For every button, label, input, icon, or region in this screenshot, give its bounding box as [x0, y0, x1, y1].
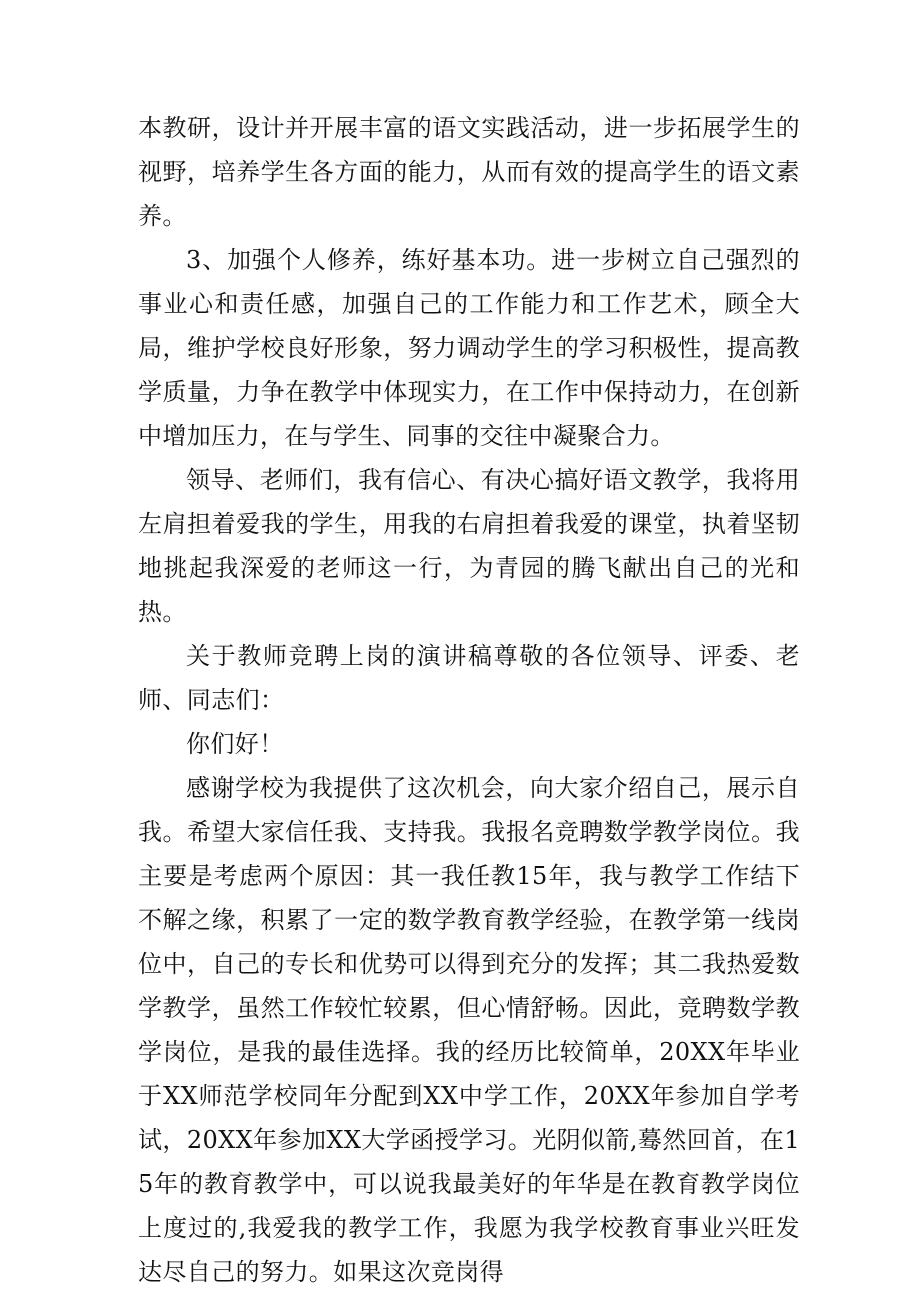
paragraph-introduction: 感谢学校为我提供了这次机会，向大家介绍自己，展示自我。希望大家信任我、支持我。我报名竞聘数学教学岗位。我主要是考虑两个原因：其一我任教15年，我与教学工作结下不解之缘，积累了一定的数学教育教学经验，在教学第一线岗位中，自己的专长和优势可以得到充分的发挥；其二我热爱数学教学，虽然工作较忙较累，但心情舒畅。因此，竞聘数学教学岗位，是我的最佳选择。我的经历比较简单，20XX年毕业于XX师范学校同年分配到XX中学工作，20XX年参加自学考试，20XX年参加XX大学函授学习。光阴似箭,蓦然回首，在15年的教育教学中，可以说我最美好的年华是在教育教学岗位上度过的,我爱我的教学工作，我愿为我学校教育事业兴旺发达尽自己的努力。如果这次竞岗得: [138, 774, 800, 1286]
speech-title-greeting: 关于教师竞聘上岗的演讲稿尊敬的各位领导、评委、老师、同志们：: [138, 642, 800, 714]
paragraph-hello: 你们好！: [186, 730, 284, 758]
paragraph-closing: 领导、老师们，我有信心、有决心搞好语文教学，我将用左肩担着爱我的学生，用我的右肩担着我爱的课堂，执着坚韧地挑起我深爱的老师这一行，为青园的腾飞献出自己的光和热。: [138, 466, 800, 626]
document-body: [138, 106, 800, 1294]
paragraph-continuation: 本教研，设计并开展丰富的语文实践活动，进一步拓展学生的视野，培养学生各方面的能力，从而有效的提高学生的语文素养。: [138, 114, 800, 230]
paragraph-item-3: 3、加强个人修养，练好基本功。进一步树立自己强烈的事业心和责任感，加强自己的工作能力和工作艺术，顾全大局，维护学校良好形象，努力调动学生的学习积极性，提高教学质量，力争在教学中体现实力，在工作中保持动力，在创新中增加压力，在与学生、同事的交往中凝聚合力。: [138, 246, 800, 450]
